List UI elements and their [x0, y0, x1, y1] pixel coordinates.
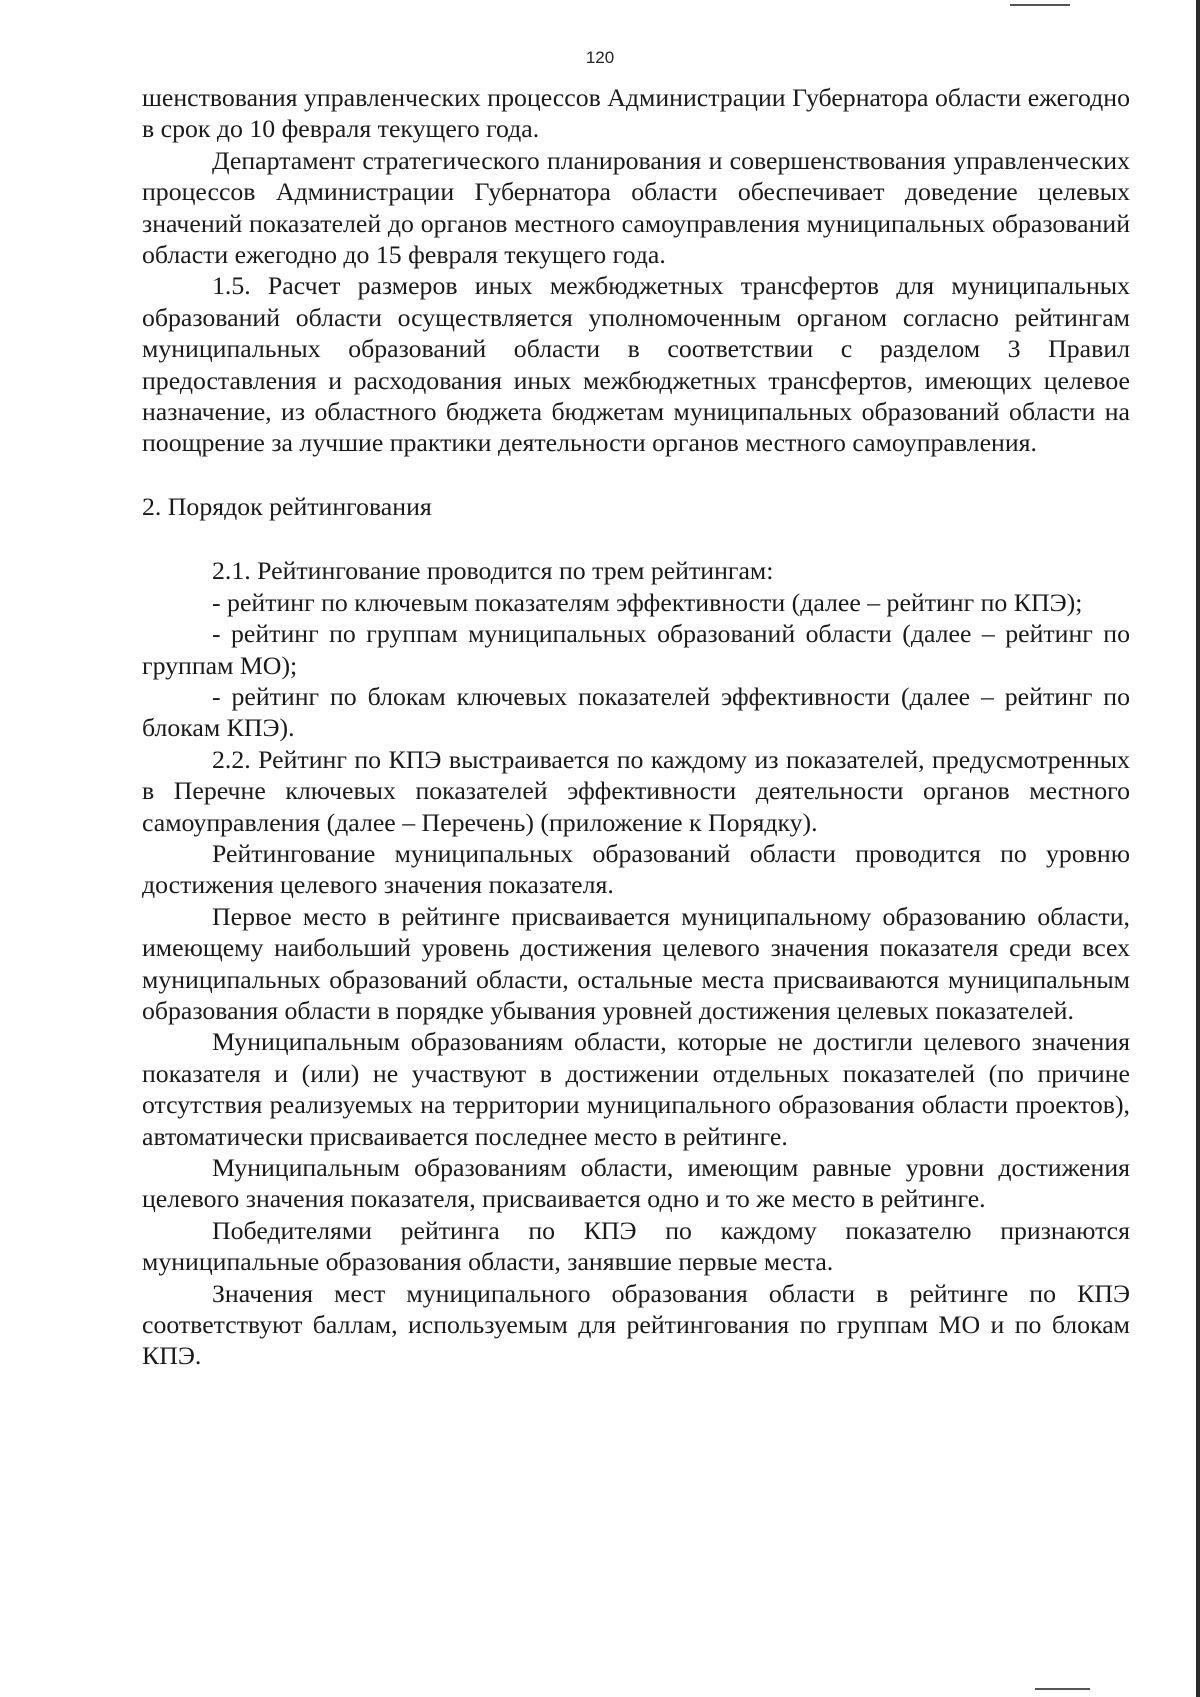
document-body [142, 82, 1130, 1372]
paragraph: Победителями рейтинга по КПЭ по каждому показателю признаются муниципальные образования области, занявшие первые места. [142, 1215, 1130, 1277]
paragraph: Муниципальным образованиям области, имеющим равные уровни достижения целевого значения показателя, присваивается одно и то же место в рейтинге. [142, 1153, 1130, 1214]
paragraph: 2.2. Рейтинг по КПЭ выстраивается по каждому из показателей, предусмотренных в Перечне ключевых показателей эффективности деятельности органов местного самоуправления (далее – Перечень) (приложение к Порядку). [142, 744, 1130, 837]
list-item: - рейтинг по блокам ключевых показателей эффективности (далее – рейтинг по блокам КПЭ). [142, 681, 1130, 743]
list-item: - рейтинг по ключевым показателям эффективности (далее – рейтинг по КПЭ); [212, 587, 1083, 617]
paragraph: Первое место в рейтинге присваивается муниципальному образованию области, имеющему наибольший уровень достижения целевого значения показателя среди всех муниципальных образований области, остальные места присваиваются муниципальным образования области в порядке убывания уровней достижения целевых показателей. [142, 901, 1130, 1025]
paragraph: Значения мест муниципального образования области в рейтинге по КПЭ соответствуют баллам, используемым для рейтингования по группам МО и по блокам КПЭ. [142, 1278, 1130, 1371]
list-item: - рейтинг по группам муниципальных образований области (далее – рейтинг по группам МО); [142, 619, 1130, 680]
scan-edge-line [1196, 0, 1200, 1697]
scan-artifact [1010, 4, 1070, 6]
paragraph: 1.5. Расчет размеров иных межбюджетных трансфертов для муниципальных образований области осуществляется уполномоченным органом согласно рейтингам муниципальных образований области в соответствии с разделом 3 Правил предоставления и расходования иных межбюджетных трансфертов, имеющих целевое назначение, из областного бюджета бюджетам муниципальных образований области на поощрение за лучшие практики деятельности органов местного самоуправления. [142, 271, 1130, 458]
scan-artifact [1035, 1688, 1090, 1690]
paragraph: Муниципальным образованиям области, которые не достигли целевого значения показателя и (или) не участвуют в достижении отдельных показателей (по причине отсутствия реализуемых на территории муниципального образования области проектов), автоматически присваивается последнее место в рейтинге. [142, 1027, 1130, 1151]
section-heading: 2. Порядок рейтингования [142, 491, 432, 521]
page-number: 120 [585, 48, 615, 67]
paragraph: 2.1. Рейтингование проводится по трем рейтингам: [212, 556, 774, 586]
paragraph: Рейтингование муниципальных образований области проводится по уровню достижения целевого значения показателя. [142, 838, 1130, 900]
paragraph: шенствования управленческих процессов Администрации Губернатора области ежегодно в срок до 10 февраля текущего года. [142, 83, 1130, 144]
paragraph: Департамент стратегического планирования и совершенствования управленческих процессов Администрации Губернатора области обеспечивает доведение целевых значений показателей до органов местного самоуправления муниципальных образований области ежегодно до 15 февраля текущего года. [142, 145, 1130, 270]
